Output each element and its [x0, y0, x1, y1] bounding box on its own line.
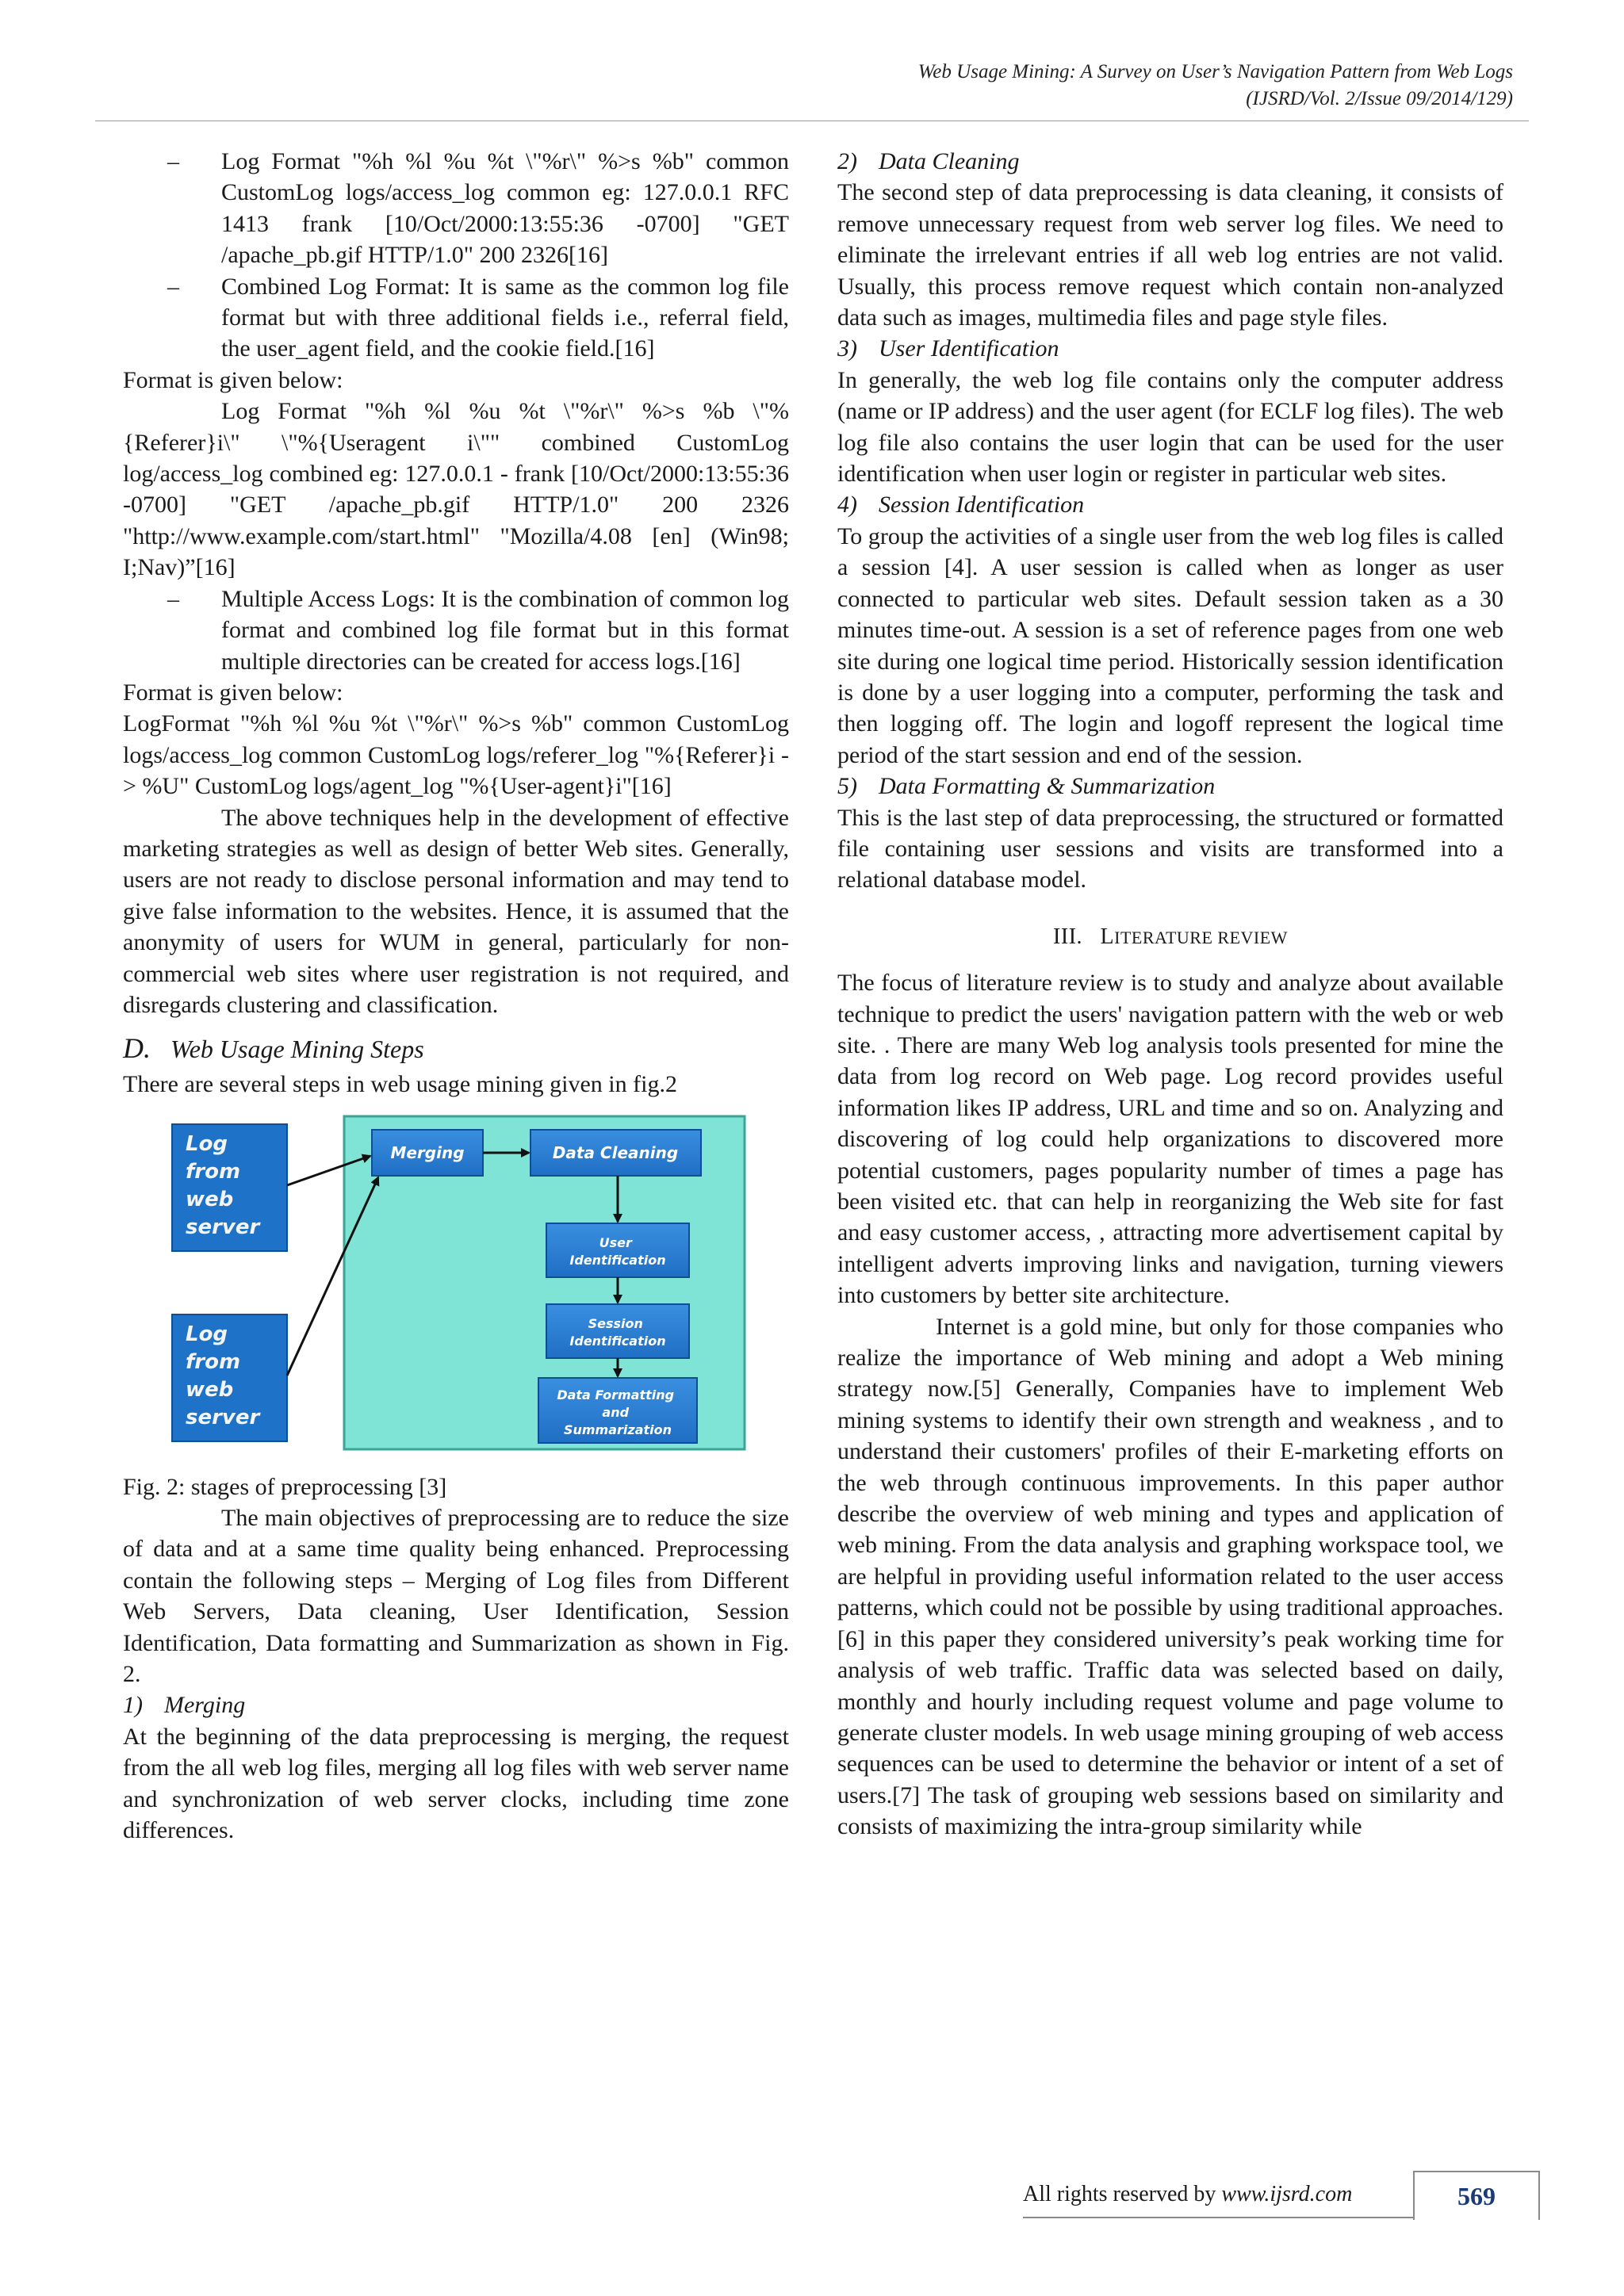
subheading-title: Data Formatting & Summarization	[879, 773, 1216, 800]
bullet-combined-log-format: – Combined Log Format: It is same as the common log file format but with three additional fields i.e., referral field, the user_agent field, and the cookie field.[16]	[123, 271, 789, 365]
header-citation: (IJSRD/Vol. 2/Issue 09/2014/129)	[1246, 88, 1513, 109]
figure-caption: Fig. 2: stages of preprocessing [3]	[123, 1473, 447, 1500]
page-number: 569	[1413, 2171, 1540, 2220]
multiple-log-example: LogFormat "%h %l %u %t \"%r\" %>s %b" common CustomLog logs/access_log common CustomLog logs/referer_log "%{Referer}i -> %U" CustomLog logs/agent_log "%{User-agent}i"[16]	[123, 710, 789, 800]
subheading-title: Data Cleaning	[879, 148, 1020, 174]
paragraph-merging: At the beginning of the data preprocessing is merging, the request from the all web log files, merging all log files with web server name and synchronization of web server clocks, including time zone differences.	[123, 1723, 789, 1844]
subheading-data-cleaning	[837, 146, 1503, 177]
formatting-line: and	[602, 1405, 630, 1421]
section-title: Web Usage Mining Steps	[170, 1035, 424, 1064]
section-number: III.	[1053, 924, 1083, 949]
left-column	[123, 146, 789, 1846]
paragraph-data-cleaning: The second step of data preprocessing is data cleaning, it consists of remove unnecessary request from web server log files. We need to eliminate the irrelevant entries if all web log entries are not valid. Usually, this process remove request which contain non-analyzed data such as images, multimedia files and page style files.	[837, 179, 1503, 331]
bullet-common-log-format: – Log Format "%h %l %u %t \"%r\" %>s %b" common CustomLog logs/access_log common eg: 127.0.0.1 RFC 1413 frank [10/Oct/2000:13:55:36 -0700] "GET /apache_pb.gif HTTP/1.0" 200 2326[16]	[123, 146, 789, 271]
subheading-user-identification	[837, 333, 1503, 364]
paragraph-literature-1: The focus of literature review is to study and analyze about available technique to predict the users' navigation pattern with the web or web site. . There are many Web log analysis tools presented for mine the data from log record on Web page. Log record provides useful information likes IP address, URL and time and so on. Analyzing and discovering of log could help organizations to discovered more potential customers, pages popularity number of times a page has been visited etc. that can help in reorganizing the Web site for fast and easy customer access, , attracting more advertisement capital by intelligent adverts improving links and navigation, turning viewers into customers by better site architecture.	[837, 970, 1503, 1309]
src2-line: from	[186, 1350, 241, 1375]
preprocessing-figure	[166, 1112, 753, 1453]
paragraph-techniques: The above techniques help in the development of effective marketing strategies as well as design of better Web sites. Generally, users are not ready to disclose personal information and may tend to give false information to the websites. Hence, it is assumed that the anonymity of users for WUM in general, particularly for non-commercial web sites where user registration is not required, and disregards clustering and classification.	[123, 804, 789, 1018]
paragraph-objectives: The main objectives of preprocessing are to reduce the size of data and at a same time quality being enhanced. Preprocessing contain the following steps – Merging of Log files from Different Web Servers, Data cleaning, User Identification, Session Identification, Data formatting and Summarization as shown in Fig. 2.	[123, 1505, 789, 1688]
subheading-number: 5)	[837, 773, 857, 800]
merging-label: Merging	[390, 1143, 465, 1163]
data-cleaning-label: Data Cleaning	[552, 1143, 679, 1163]
paragraph-session-identification: To group the activities of a single user from the web log files is called a session [4]. A user session is called when as longer as user connected to particular web sites. Default session taken as a 30 minutes time-out. A session is a set of reference pages from one web site during one logical time period. Historically session identification is done by a user logging into a computer, performing the task and then logging off. The login and logoff represent the logical time period of the start session and end of the session.	[837, 522, 1503, 768]
section-title-rest: ITERATURE REVIEW	[1114, 927, 1288, 947]
steps-intro: There are several steps in web usage mining given in fig.2	[123, 1070, 677, 1097]
subheading-title: Merging	[164, 1692, 246, 1719]
bullet-multiple-access-logs: – Multiple Access Logs: It is the combination of common log format and combined log file format but in this format multiple directories can be created for access logs.[16]	[123, 584, 789, 677]
user-id-line: User	[599, 1235, 632, 1251]
src2-line: web	[186, 1378, 234, 1402]
footer-rights: All rights reserved by	[1023, 2182, 1216, 2206]
src1-line: Log	[186, 1132, 228, 1157]
subheading-title: User Identification	[879, 335, 1059, 362]
src2-line: Log	[186, 1322, 228, 1347]
src2-line: server	[186, 1406, 260, 1430]
session-identification-box	[546, 1304, 689, 1358]
running-header	[918, 59, 1513, 113]
subheading-data-formatting	[837, 771, 1503, 802]
user-id-line: Identification	[569, 1253, 666, 1269]
src1-line: from	[186, 1160, 241, 1184]
subheading-merging	[123, 1689, 789, 1720]
subheading-title: Session Identification	[879, 492, 1085, 519]
format-label: Format is given below:	[123, 679, 343, 706]
user-identification-box	[546, 1223, 689, 1277]
subheading-number: 1)	[123, 1692, 143, 1719]
session-id-line: Session	[588, 1316, 643, 1332]
src1-line: server	[186, 1215, 260, 1240]
src1-line: web	[186, 1188, 234, 1212]
header-title: Web Usage Mining: A Survey on User’s Navigation Pattern from Web Logs	[917, 61, 1513, 82]
right-column	[837, 146, 1503, 1843]
subheading-number: 2)	[837, 148, 857, 174]
paragraph-user-identification: In generally, the web log file contains only the computer address (name or IP address) and the user agent (for ECLF log files). The web log file also contains the user login that can be used for the user identification when user login or register in particular web sites.	[837, 366, 1503, 488]
footer	[1023, 2179, 1352, 2210]
footer-site-link[interactable]: www.ijsrd.com	[1221, 2182, 1353, 2206]
subheading-number: 3)	[837, 335, 857, 362]
subheading-number: 4)	[837, 492, 857, 519]
format-label: Format is given below:	[123, 366, 343, 393]
paragraph-literature-2: Internet is a gold mine, but only for those companies who realize the importance of Web mining and adopt a Web mining strategy now.[5] Generally, Companies have to implement Web mining systems to identify their own strength and weakness , and to understand their customers' profiles of their E-marketing efforts on the web through continuous improvements. In this paper author describe the overview of web mining and types and application of web mining. From the data analysis and graphing workspace tool, we are helpful in providing useful information related to the user access patterns, which could not be possible by using traditional approaches.[6] in this paper they considered university’s peak working time for analysis of web traffic. Traffic data was selected based on daily, monthly and hourly including request volume and page volume to generate cluster models. In web usage mining grouping of web access sequences can be used to determine the behavior or intent of a set of users.[7] The task of grouping web sessions based on similarity and consists of maximizing the intra-group similarity while	[837, 1313, 1503, 1840]
section-heading-literature-review	[837, 921, 1503, 953]
footer-rule	[1023, 2217, 1419, 2218]
subheading-session-identification	[837, 489, 1503, 520]
combined-log-example: Log Format "%h %l %u %t \"%r\" %>s %b \"%{Referer}i\" \"%{Useragent i\"" combined CustomLog log/access_log combined eg: 127.0.0.1 - frank [10/Oct/2000:13:55:36 -0700] "GET /apache_pb.gif HTTP/1.0" 200 2326 "http://www.example.com/start.html" "Mozilla/4.08 [en] (Win98; I;Nav)”[16]	[123, 398, 789, 581]
formatting-line: Summarization	[563, 1422, 672, 1438]
session-id-line: Identification	[569, 1334, 666, 1349]
paragraph-data-formatting: This is the last step of data preprocessing, the structured or formatted file containing user sessions and visits are transformed into a relational database model.	[837, 804, 1503, 894]
section-title-initial: L	[1100, 924, 1115, 949]
section-heading-d	[123, 1033, 789, 1065]
section-letter: D.	[123, 1032, 151, 1065]
formatting-line: Data Formatting	[557, 1387, 675, 1403]
